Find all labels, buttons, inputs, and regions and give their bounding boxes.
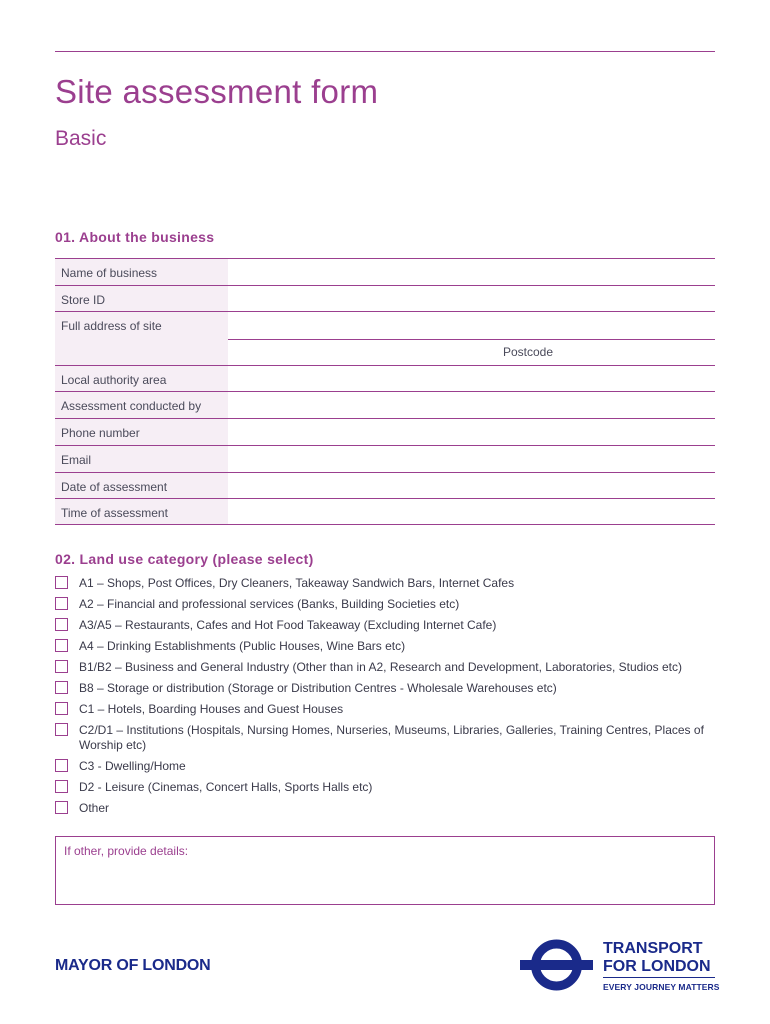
tfl-divider [603,977,715,978]
checklist-item [55,681,725,696]
other-details-field[interactable] [55,836,715,905]
checklist-item [55,639,725,654]
checkbox-d2[interactable] [55,780,68,793]
top-rule [55,51,715,52]
checkbox-other[interactable] [55,801,68,814]
tfl-line-1: TRANSPORT [603,940,703,957]
checklist-item [55,576,725,591]
form-row-time [55,498,715,525]
checkbox-label: D2 - Leisure (Cinemas, Concert Halls, Sports Halls etc) [79,779,373,794]
checklist-item [55,702,725,717]
checkbox-label: A1 – Shops, Post Offices, Dry Cleaners, Takeaway Sandwich Bars, Internet Cafes [79,576,515,590]
field-label: Date of assessment [55,473,228,499]
checkbox-label: A4 – Drinking Establishments (Public Houses, Wine Bars etc) [79,639,406,653]
business-name-field[interactable] [228,259,715,285]
checkbox-a4[interactable] [55,639,68,652]
checkbox-a3-a5[interactable] [55,618,68,631]
local-authority-field[interactable] [228,366,715,392]
field-label: Full address of site [55,312,228,364]
checklist-item [55,597,725,612]
checklist-item [55,660,725,675]
form-row-local-authority [55,365,715,392]
form-row-assessor [55,391,715,418]
checkbox-c3[interactable] [55,759,68,772]
section-heading-about-business: 01. About the business [55,229,215,245]
field-label: Store ID [55,286,228,312]
form-row-phone [55,418,715,445]
field-label: Time of assessment [55,499,228,524]
form-row-date [55,472,715,499]
checkbox-label: C3 - Dwelling/Home [79,758,186,773]
address-field[interactable] [228,312,715,364]
assessor-field[interactable] [228,392,715,418]
checkbox-label: Other [79,800,110,815]
field-label: Email [55,446,228,472]
checkbox-b8[interactable] [55,681,68,694]
checkbox-label: C2/D1 – Institutions (Hospitals, Nursing Homes, Nurseries, Museums, Libraries, Galleries, Training Centres, Places of Worship etc) [79,723,704,752]
tfl-roundel-icon [519,937,594,993]
checklist-item [55,723,725,752]
checkbox-label: B1/B2 – Business and General Industry (Other than in A2, Research and Development, Laboratories, Studios etc) [79,660,683,674]
field-label: Local authority area [55,366,228,392]
checkbox-a1[interactable] [55,576,68,589]
form-row-address [55,311,715,364]
page-subtitle: Basic [55,127,107,150]
checklist-item [55,780,725,795]
date-field[interactable] [228,473,715,499]
mayor-of-london-logo: MAYOR OF LONDON [55,957,211,974]
checkbox-a2[interactable] [55,597,68,610]
field-label: Name of business [55,259,228,285]
tfl-logo-text [603,940,720,992]
checkbox-b1-b2[interactable] [55,660,68,673]
about-business-table [55,258,715,525]
section-heading-land-use: 02. Land use category (please select) [55,551,314,567]
time-field[interactable] [228,499,715,524]
form-row-email [55,445,715,472]
land-use-checklist [55,576,725,822]
checkbox-c2-d1[interactable] [55,723,68,736]
page-title: Site assessment form [55,73,379,110]
checklist-item [55,801,725,816]
other-details-placeholder: If other, provide details: [64,844,189,858]
store-id-field[interactable] [228,286,715,312]
checklist-item [55,618,725,633]
email-field[interactable] [228,446,715,472]
field-label: Phone number [55,419,228,445]
checkbox-label: B8 – Storage or distribution (Storage or Distribution Centres - Wholesale Warehouses etc) [79,681,557,695]
tfl-tagline: EVERY JOURNEY MATTERS [603,982,720,992]
tfl-line-2: FOR LONDON [603,958,711,975]
form-row-store-id [55,285,715,312]
postcode-label: Postcode [503,345,554,360]
checkbox-label: A2 – Financial and professional services (Banks, Building Societies etc) [79,597,460,611]
checklist-item [55,759,725,774]
form-row-business-name [55,258,715,285]
checkbox-c1[interactable] [55,702,68,715]
checkbox-label: A3/A5 – Restaurants, Cafes and Hot Food Takeaway (Excluding Internet Cafe) [79,618,497,632]
phone-field[interactable] [228,419,715,445]
address-divider [228,339,715,340]
checkbox-label: C1 – Hotels, Boarding Houses and Guest Houses [79,702,344,716]
field-label: Assessment conducted by [55,392,228,418]
